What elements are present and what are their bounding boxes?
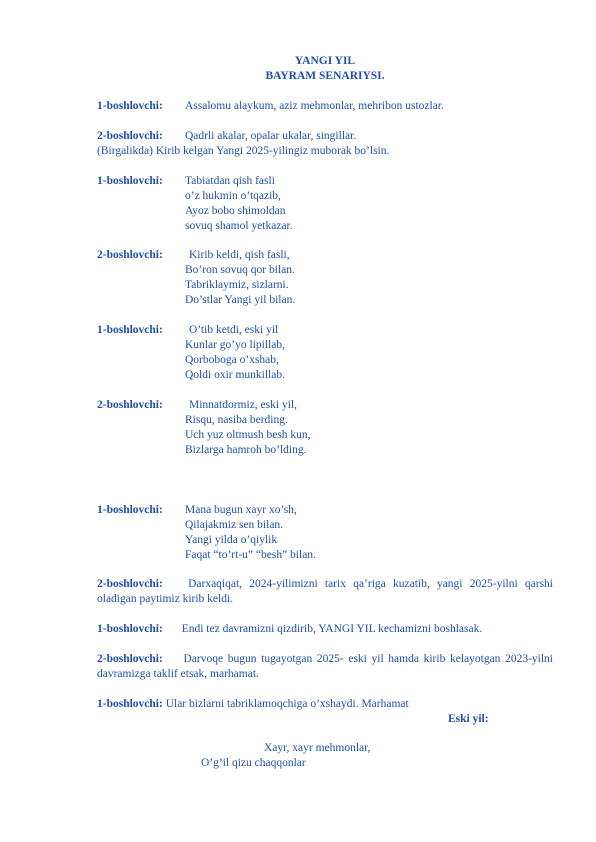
verse-line: Uch yuz oltmush besh kun, — [185, 429, 311, 441]
paragraph-text: Darxaqiqat, 2024-yilimizni tarix qa’riga kuzatib, yangi 2025-yilni qarshi oladigan paytimiz kirib keldi. — [97, 578, 554, 605]
speaker-label: 1-boshlovchi: — [97, 175, 163, 187]
speaker-label: 1-boshlovchi: — [97, 504, 163, 516]
speaker-label: 1-boshlovchi: — [97, 623, 163, 635]
verse-line: Bo’ron sovuq qor bilan. — [185, 264, 295, 276]
verse-line: O’g’il qizu chaqqonlar — [201, 757, 306, 769]
verse-line: o’z hukmin o’tqazib, — [185, 190, 281, 202]
verse-line: Kunlar go’yo lipillab, — [185, 339, 285, 351]
title-line-2: BAYRAM SENARIYSI. — [265, 70, 385, 82]
verse-line: Faqat “to’rt-u” “besh” bilan. — [185, 549, 316, 561]
verse-line: Qilajakmiz sen bilan. — [185, 519, 284, 531]
paragraph — [97, 622, 482, 637]
dialogue-line: Assalomu alaykum, aziz mehmonlar, mehribon ustozlar. — [185, 100, 444, 112]
paragraph-text: Endi tez davramizni qizdirib, YANGI YIL kechamizni boshlasak. — [181, 623, 483, 635]
verse-line: Ayoz bobo shimoldan — [185, 205, 286, 217]
paragraph — [97, 697, 409, 712]
verse-line: sovuq shamol yetkazar. — [185, 220, 293, 232]
verse-line: Tabriklaymiz, sizlarni. — [185, 279, 289, 291]
paragraph-text: Ular bizlarni tabriklamoqchiga o’xshaydi. Marhamat — [165, 698, 409, 710]
verse-line: Yangi yilda o’qiylik — [185, 534, 278, 546]
verse-line: Bizlarga hamroh bo’lding. — [185, 444, 307, 456]
title-line-1: YANGI YIL — [294, 55, 356, 67]
paragraph-text: Darvoqe bugun tugayotgan 2025- eski yil hamda kirib kelayotgan 2023-yilni davramizga taklif etsak, marhamat. — [97, 653, 553, 680]
old-year-label: Eski yil: — [448, 713, 489, 725]
speaker-label: 1-boshlovchi: — [97, 698, 163, 710]
verse-line: Xayr, xayr mehmonlar, — [264, 742, 371, 754]
dialogue-line: Qadrli akalar, opalar ukalar, singillar. — [185, 130, 357, 142]
verse-line: Minnatdormiz, eski yil, — [189, 399, 297, 411]
paragraph — [97, 652, 553, 682]
verse-line: Kirib keldi, qish fasli, — [189, 249, 290, 261]
verse-line: O’tib ketdi, eski yil — [189, 324, 279, 336]
speaker-label: 2-boshlovchi: — [97, 653, 163, 665]
speaker-label: 1-boshlovchi: — [97, 100, 163, 112]
speaker-label: 2-boshlovchi: — [97, 130, 163, 142]
verse-line: Risqu, nasiba berding. — [185, 414, 288, 426]
speaker-label: 2-boshlovchi: — [97, 578, 163, 590]
speaker-label: 1-boshlovchi: — [97, 324, 163, 336]
speaker-label: 2-boshlovchi: — [97, 249, 163, 261]
verse-line: Qorboboga o’xshab, — [185, 354, 279, 366]
verse-line: Mana bugun xayr xo’sh, — [185, 504, 297, 516]
verse-line: Tabiatdan qish fasli — [185, 175, 275, 187]
verse-line: Qoldi oxir munkillab. — [185, 369, 285, 381]
verse-line: Do’stlar Yangi yil bilan. — [185, 294, 296, 306]
paragraph — [97, 577, 553, 607]
speaker-label: 2-boshlovchi: — [97, 399, 163, 411]
together-line: (Birgalikda) Kirib kelgan Yangi 2025-yilingiz muborak bo’lsin. — [97, 145, 390, 157]
